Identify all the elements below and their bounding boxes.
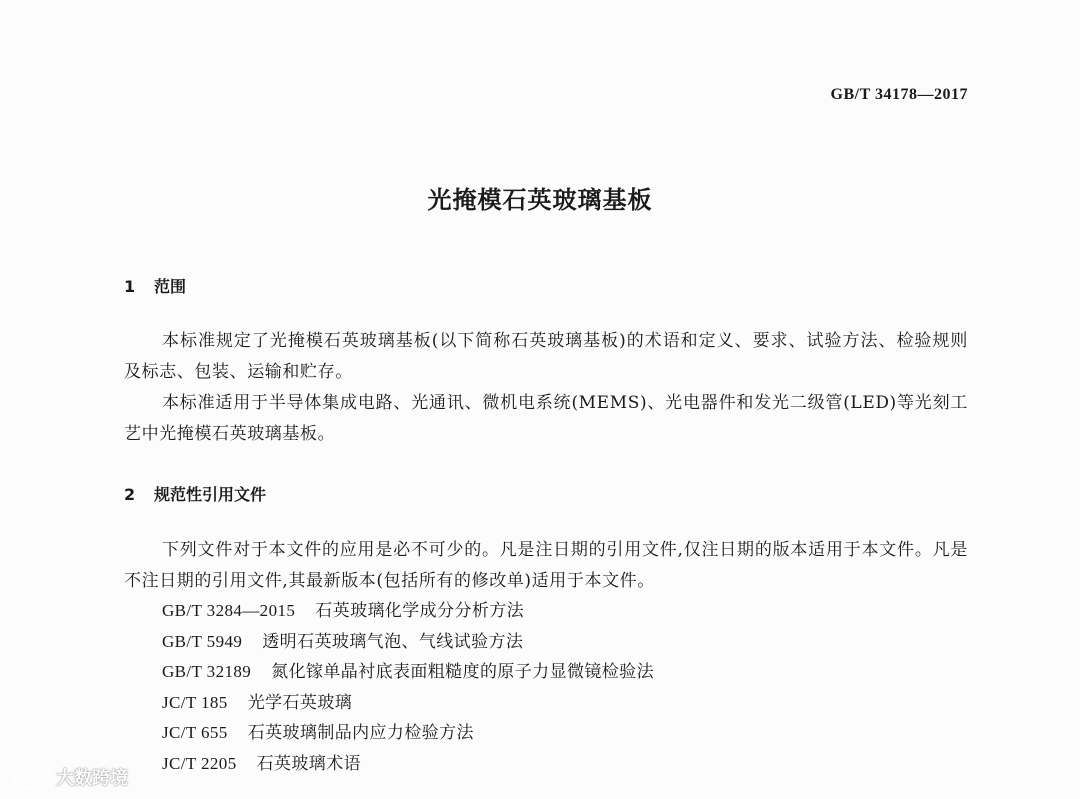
- paragraph: 下列文件对于本文件的应用是必不可少的。凡是注日期的引用文件,仅注日期的版本适用于本文件。凡是不注日期的引用文件,其最新版本(包括所有的修改单)适用于本文件。: [124, 540, 968, 591]
- section-number: 2: [124, 485, 136, 504]
- reference-title: 石英玻璃化学成分分析方法: [315, 601, 525, 621]
- reference-item: [162, 657, 654, 688]
- reference-code: GB/T 5949: [162, 631, 243, 651]
- section-title: 范围: [154, 277, 187, 296]
- standard-number: GB/T 34178—2017: [830, 86, 968, 103]
- watermark: [10, 764, 128, 790]
- normative-references-list: [162, 596, 654, 779]
- reference-item: [162, 749, 654, 780]
- reference-title: 光学石英玻璃: [247, 692, 353, 713]
- reference-code: GB/T 3284—2015: [162, 601, 296, 620]
- reference-title: 氮化镓单晶衬底表面粗糙度的原子力显微镜检验法: [271, 662, 654, 682]
- reference-item: [162, 688, 654, 719]
- reference-item: [162, 718, 654, 749]
- reference-code: JC/T 655: [162, 723, 228, 742]
- watermark-text: 大数跨境: [56, 768, 128, 789]
- reference-item: [162, 627, 654, 658]
- reference-code: JC/T 2205: [162, 753, 237, 773]
- reference-item: [162, 596, 654, 627]
- reference-code: GB/T 32189: [162, 662, 252, 681]
- paragraph: 本标准规定了光掩模石英玻璃基板(以下简称石英玻璃基板)的术语和定义、要求、试验方法、检验规则及标志、包装、运输和贮存。: [124, 331, 968, 382]
- section-number: 1: [124, 277, 136, 296]
- reference-title: 石英玻璃术语: [256, 753, 362, 774]
- reference-title: 透明石英玻璃气泡、气线试验方法: [262, 631, 524, 652]
- section-2-heading: [124, 482, 266, 505]
- section-1-heading: [124, 274, 186, 297]
- section-title: 规范性引用文件: [154, 485, 267, 504]
- paragraph: 本标准适用于半导体集成电路、光通讯、微机电系统(MEMS)、光电器件和发光二级管(LED)等光刻工艺中光掩模石英玻璃基板。: [124, 393, 968, 444]
- weibo-logo-icon: [10, 764, 50, 790]
- document-title: 光掩模石英玻璃基板: [427, 186, 653, 214]
- reference-title: 石英玻璃制品内应力检验方法: [247, 723, 474, 743]
- reference-code: JC/T 185: [162, 692, 228, 712]
